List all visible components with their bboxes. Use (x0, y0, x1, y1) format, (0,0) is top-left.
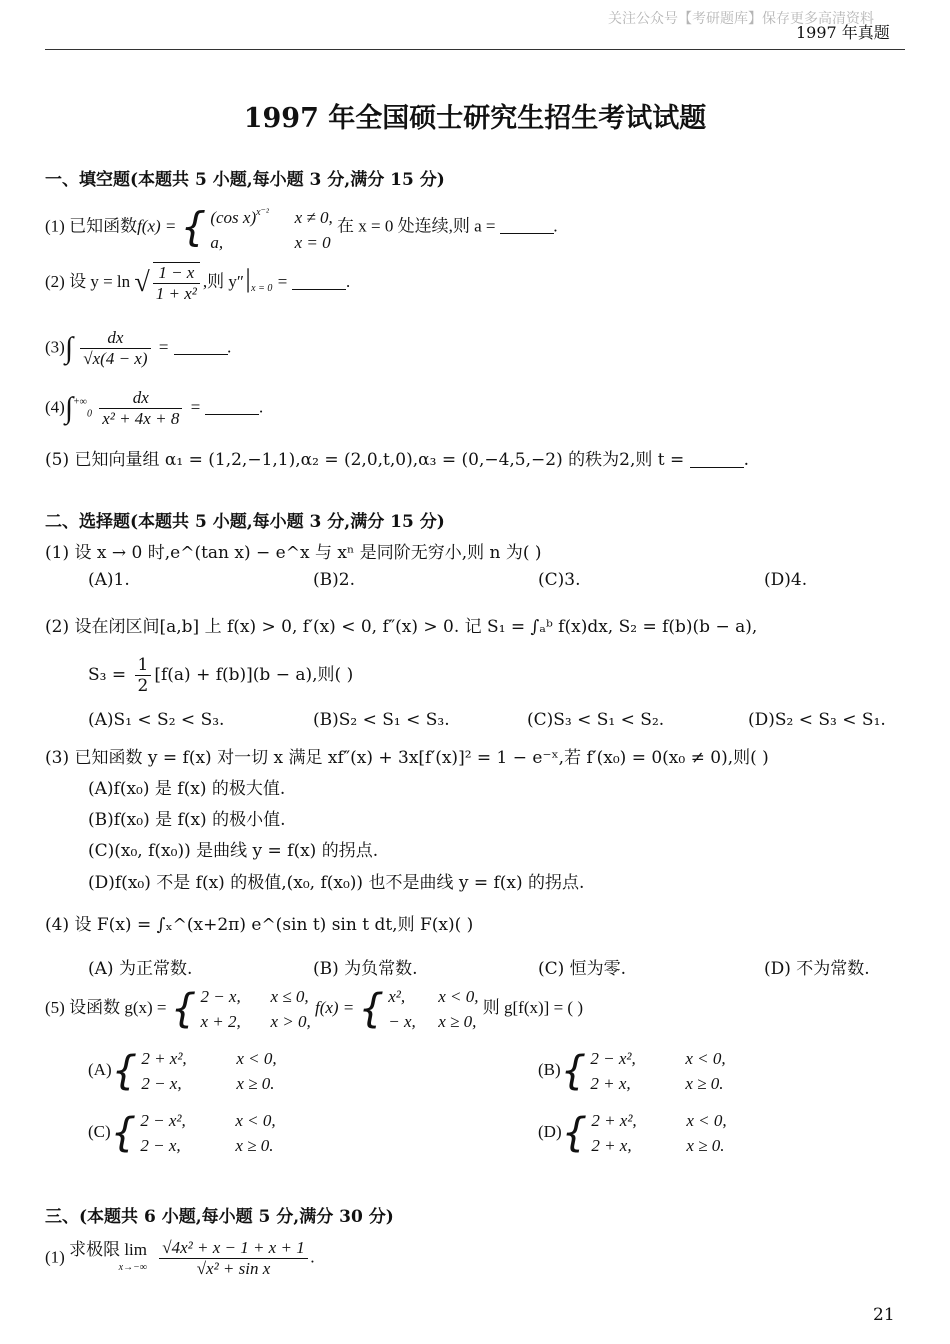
s2-q1-option-b: (B)2. (313, 570, 355, 590)
s1-q3: (3)∫ $\frac{dx}{√x(4 - x)}$ = . (45, 328, 232, 368)
s2-q3-option-b: (B)f(x₀) 是 f(x) 的极小值. (88, 810, 286, 830)
s2-q1: (1) 设 x → 0 时,e^(tan x) − e^x 与 xⁿ 是同阶无穷小,则 n 为( ) (45, 543, 542, 563)
s2-q2-option-c: (C)S₃ < S₁ < S₂. (527, 710, 665, 730)
watermark: 关注公众号【考研题库】保存更多高清资料 (608, 11, 874, 27)
s2-q5-option-b: (B){ 2 − x², x < 0, 2 + x, x ≥ 0. (538, 1048, 726, 1094)
s2-q5-option-c: (C){ 2 − x², x < 0, 2 − x, x ≥ 0. (88, 1110, 276, 1156)
s1-q1: (1) 已知函数f(x) = { (cos x)$^{x^{-2}}$ x ≠ 0, a, x = 0 在 x = 0 处连续,则 a = . (45, 204, 558, 252)
s2-q4: (4) 设 F(x) = ∫ₓ^(x+2π) e^(sin t) sin t dt,则 F(x)( ) (45, 915, 474, 935)
s2-q3-option-d: (D)f(x₀) 不是 f(x) 的极值,(x₀, f(x₀)) 也不是曲线 y = f(x) 的拐点. (88, 873, 585, 893)
s2-q5: (5) 设函数 g(x) = { 2 − x, x ≤ 0, x + 2, x > 0, f(x) = { x², x < 0, − x, x ≥ 0, 则 g[f(x)] = ( ) (45, 986, 583, 1032)
s2-q3: (3) 已知函数 y = f(x) 对一切 x 满足 xf″(x) + 3x[f′(x)]² = 1 − e⁻ˣ,若 f′(x₀) = 0(x₀ ≠ 0),则( ) (45, 748, 769, 768)
s2-q3-option-a: (A)f(x₀) 是 f(x) 的极大值. (88, 779, 286, 799)
s2-q2-line2: S₃ = $\frac{1}{2}$ [f(a) + f(b)](b − a),则( ) (88, 655, 354, 696)
s2-q2-option-b: (B)S₂ < S₁ < S₃. (313, 710, 450, 730)
s1-q4: $(4)\int^{+\infty}_0$ $\frac{dx}{\text{x² + 4x + 8}}$ = . (45, 388, 264, 428)
s1-q2: (2) 设 y = ln √ $\frac{1 - x}{\text{1 + x²}}$ ,则 $y''|_{x = 0}$ = . (45, 263, 351, 303)
s2-q2-option-d: (D)S₂ < S₃ < S₁. (748, 710, 886, 730)
header-rule (45, 49, 905, 50)
s2-q4-option-b: (B) 为负常数. (313, 959, 418, 979)
page-number: 21 (873, 1305, 895, 1325)
s3-q1: (1) 求极限 lim x→−∞ $\frac{\text{√4x² + x − 1 + x + 1}}{\text{√x² + sin x}}$ . (45, 1238, 315, 1278)
s2-q4-option-a: (A) 为正常数. (88, 959, 193, 979)
page-title: 1997 年全国硕士研究生招生考试试题 (243, 103, 707, 134)
section1-heading: 一、填空题(本题共 5 小题,每小题 3 分,满分 15 分) (45, 170, 445, 190)
s2-q1-option-d: (D)4. (764, 570, 808, 590)
s2-q1-option-a: (A)1. (88, 570, 130, 590)
section2-heading: 二、选择题(本题共 5 小题,每小题 3 分,满分 15 分) (45, 512, 445, 532)
s2-q4-option-c: (C) 恒为零. (538, 959, 627, 979)
s2-q5-option-d: (D){ 2 + x², x < 0, 2 + x, x ≥ 0. (538, 1110, 727, 1156)
s1-q5: (5) 已知向量组 α₁ = (1,2,−1,1),α₂ = (2,0,t,0),α₃ = (0,−4,5,−2) 的秩为2,则 t = . (45, 450, 750, 470)
s2-q2-option-a: (A)S₁ < S₂ < S₃. (88, 710, 225, 730)
section3-heading: 三、(本题共 6 小题,每小题 5 分,满分 30 分) (45, 1207, 394, 1227)
s2-q2-line1: (2) 设在闭区间[a,b] 上 f(x) > 0, f′(x) < 0, f″(x) > 0. 记 S₁ = ∫ₐᵇ f(x)dx, S₂ = f(b)(b − a), (45, 617, 758, 637)
s2-q4-option-d: (D) 不为常数. (764, 959, 870, 979)
header-year-label: 1997 年真题 (796, 23, 890, 42)
s2-q5-option-a: (A){ 2 + x², x < 0, 2 − x, x ≥ 0. (88, 1048, 277, 1094)
s2-q1-option-c: (C)3. (538, 570, 581, 590)
s2-q3-option-c: (C)(x₀, f(x₀)) 是曲线 y = f(x) 的拐点. (88, 841, 379, 861)
